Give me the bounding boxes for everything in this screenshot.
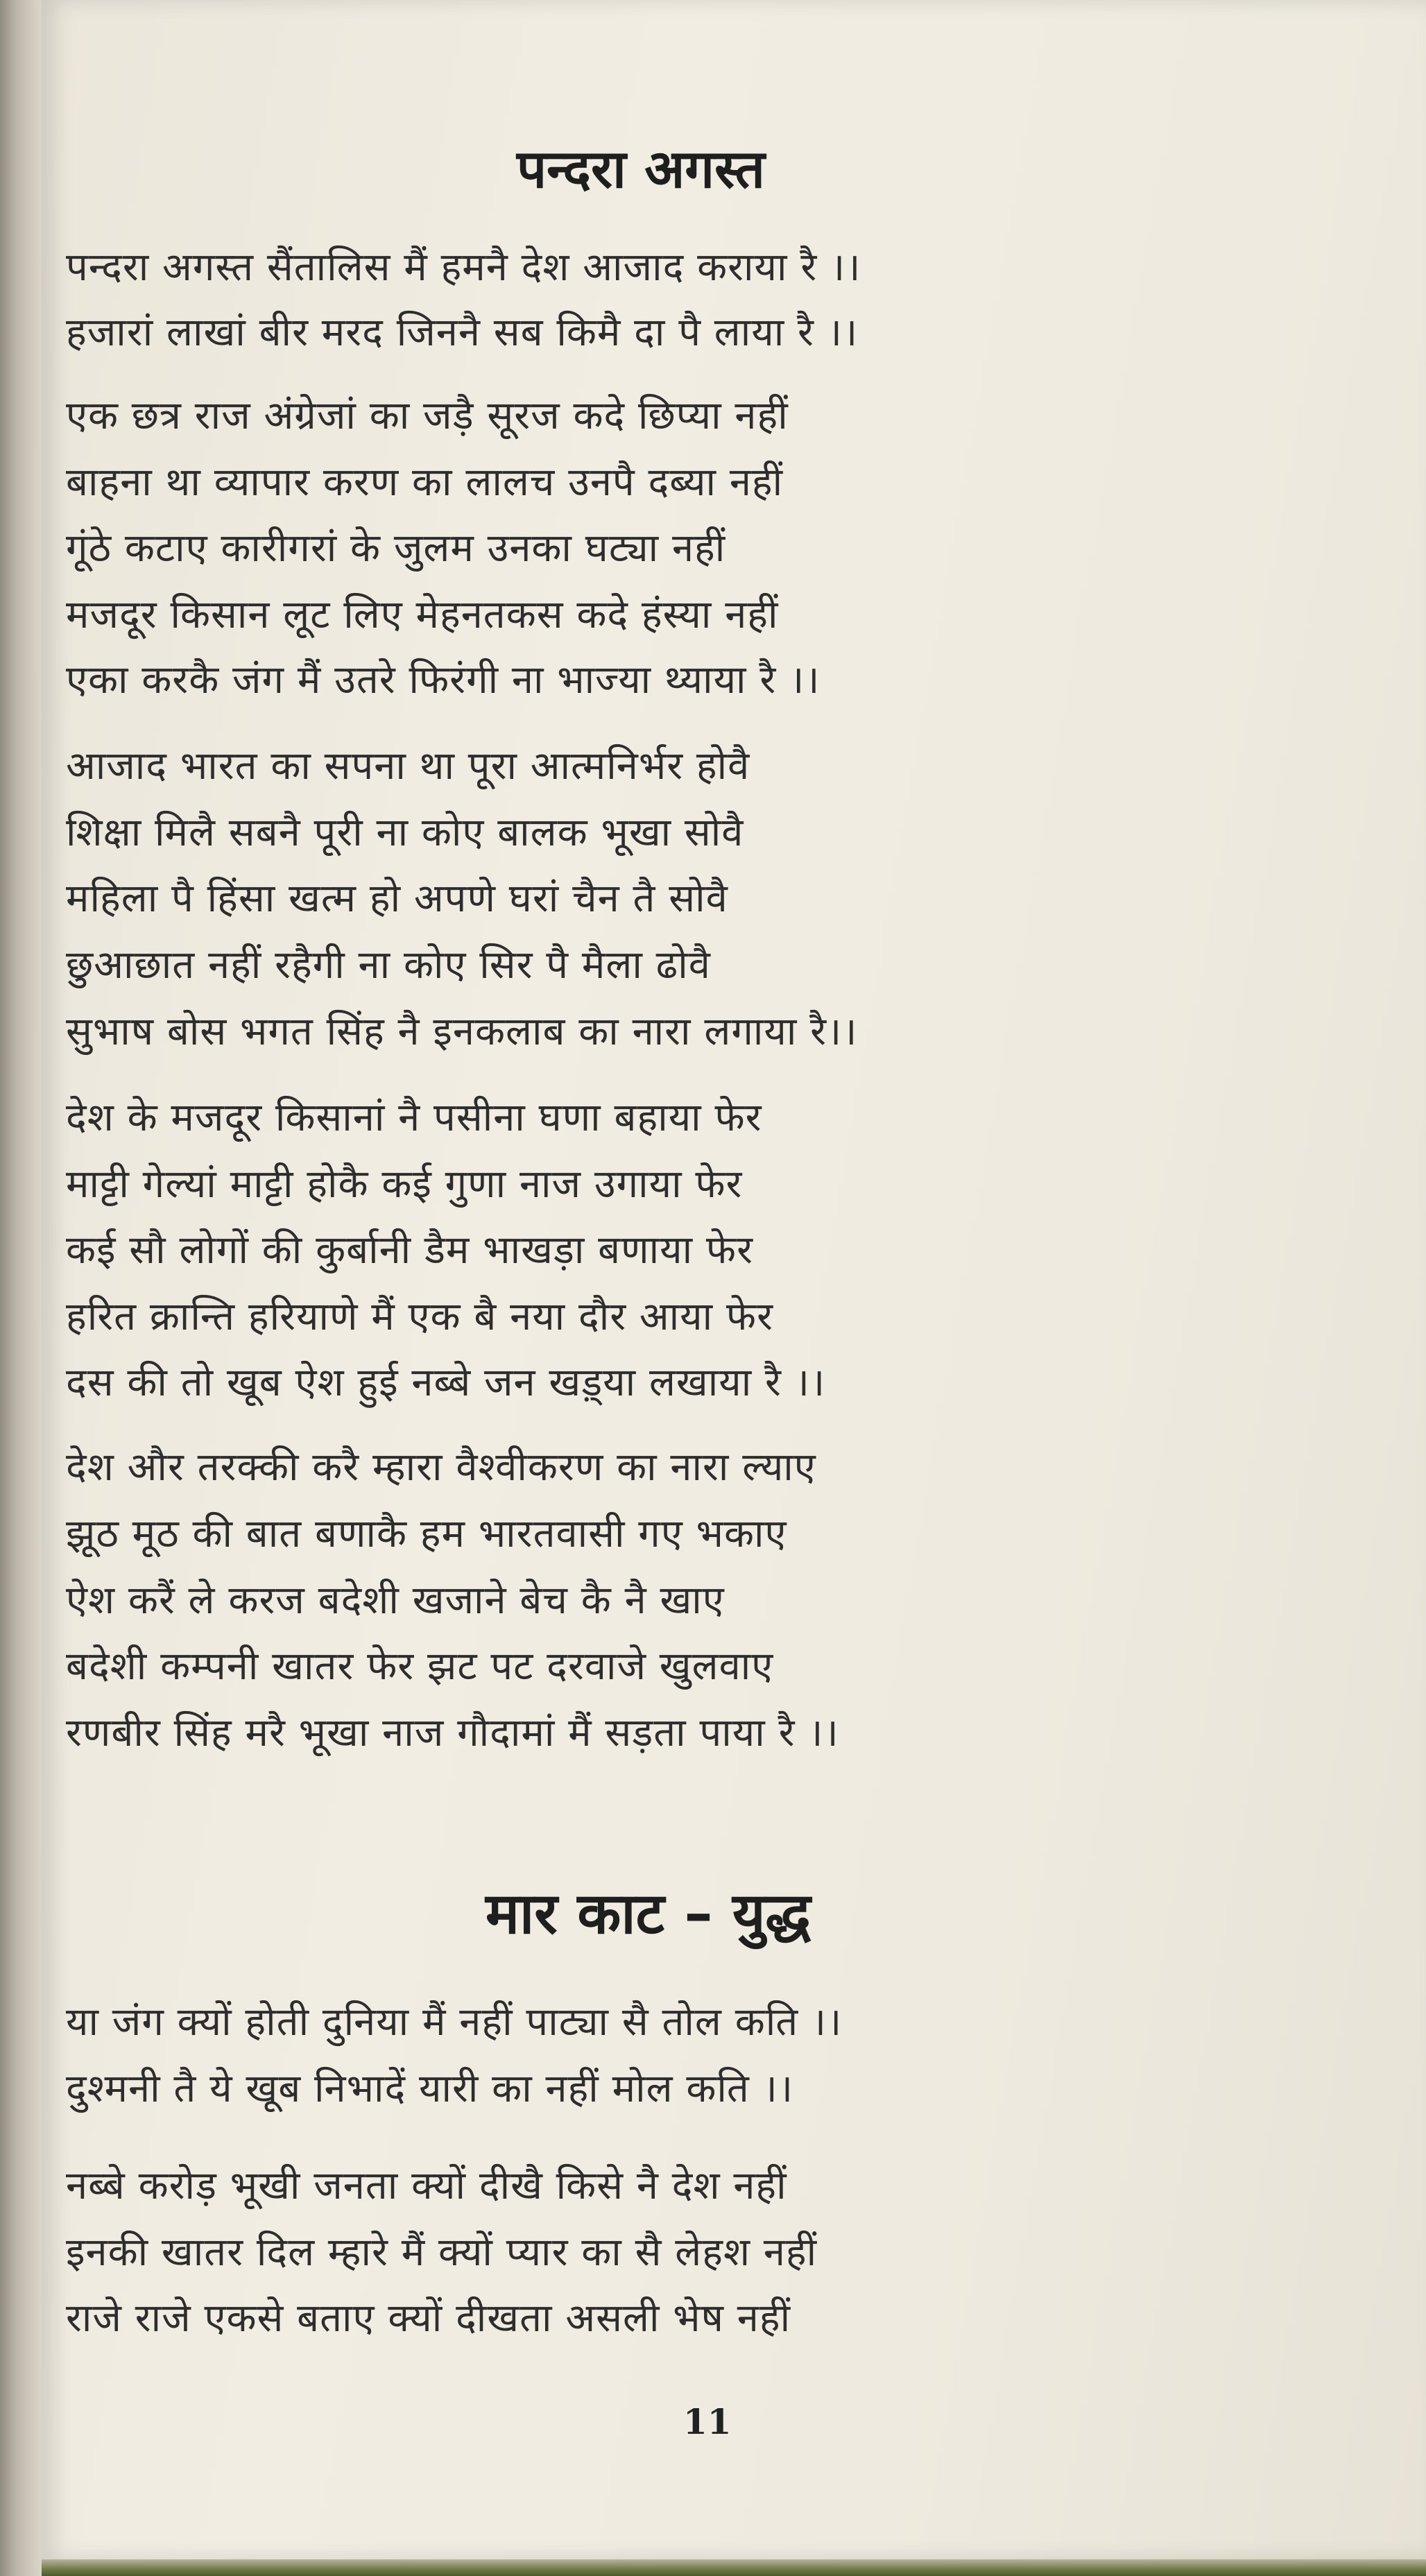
poem-line: एक छत्र राज अंग्रेजां का जड़ै सूरज कदे छिप्या नहीं	[66, 393, 789, 438]
poem-line: महिला पै हिंसा खत्म हो अपणे घरां चैन तै सोवै	[66, 876, 728, 921]
poem-line: रणबीर सिंह मरै भूखा नाज गौदामां मैं सड़ता पाया रै ।।	[66, 1710, 839, 1755]
poem-line: ऐश करैं ले करज बदेशी खजाने बेच कै नै खाए	[66, 1578, 725, 1623]
poem-line: राजे राजे एकसे बताए क्यों दीखता असली भेष नहीं	[66, 2296, 791, 2341]
page-bottom-edge	[42, 2559, 1426, 2576]
poem-line: इनकी खातर दिल म्हारे मैं क्यों प्यार का सै लेहश नहीं	[66, 2230, 818, 2275]
poem-line: या जंग क्यों होती दुनिया मैं नहीं पाट्या सै तोल कति ।।	[66, 2000, 843, 2045]
poem-line: शिक्षा मिलै सबनै पूरी ना कोए बालक भूखा सोवै	[66, 810, 744, 855]
poem-line: मजदूर किसान लूट लिए मेहनतकस कदे हंस्या नहीं	[66, 592, 779, 637]
poem-line: माट्टी गेल्यां माट्टी होकै कई गुणा नाज उगाया फेर	[66, 1162, 743, 1207]
poem-line: कई सौ लोगों की कुर्बानी डैम भाखड़ा बणाया फेर	[66, 1228, 753, 1273]
page-number: 11	[683, 2401, 732, 2442]
poem-line: देश के मजदूर किसानां नै पसीना घणा बहाया फेर	[66, 1095, 762, 1140]
poem-line: गूंठे कटाए कारीगरां के जुलम उनका घट्या नहीं	[66, 526, 726, 571]
poem-line: सुभाष बोस भगत सिंह नै इनकलाब का नारा लगाया रै।।	[66, 1009, 858, 1054]
poem-line: पन्दरा अगस्त सैंतालिस मैं हमनै देश आजाद कराया रै ।।	[66, 245, 861, 290]
poem-line: छुआछात नहीं रहैगी ना कोए सिर पै मैला ढोवै	[66, 943, 711, 988]
poem-line: हजारां लाखां बीर मरद जिननै सब किमै दा पै लाया रै ।।	[66, 310, 859, 355]
poem-line: बाहना था व्यापार करण का लालच उनपै दब्या नहीं	[66, 460, 784, 505]
poem-title-maar-kaat-yuddh: मार काट – युद्ध	[486, 1881, 811, 1947]
poem-line: आजाद भारत का सपना था पूरा आत्मनिर्भर होवै	[66, 744, 750, 789]
poem-line: दुश्मनी तै ये खूब निभादें यारी का नहीं मोल कति ।।	[66, 2066, 794, 2111]
poem-line: बदेशी कम्पनी खातर फेर झट पट दरवाजे खुलवाए	[66, 1644, 774, 1689]
poem-line: एका करकै जंग मैं उतरे फिरंगी ना भाज्या थ्याया रै ।।	[66, 658, 821, 703]
poem-title-pandra-agast: पन्दरा अगस्त	[517, 138, 765, 200]
poem-line: देश और तरक्की करै म्हारा वैश्वीकरण का नारा ल्याए	[66, 1445, 816, 1490]
poem-line: दस की तो खूब ऐश हुई नब्बे जन खड़्या लखाया रै ।।	[66, 1360, 826, 1405]
poem-line: झूठ मूठ की बात बणाकै हम भारतवासी गए भकाए	[66, 1511, 787, 1556]
poem-line: नब्बे करोड़ भूखी जनता क्यों दीखै किसे नै देश नहीं	[66, 2163, 787, 2208]
poem-line: हरित क्रान्ति हरियाणे मैं एक बै नया दौर आया फेर	[66, 1294, 774, 1339]
